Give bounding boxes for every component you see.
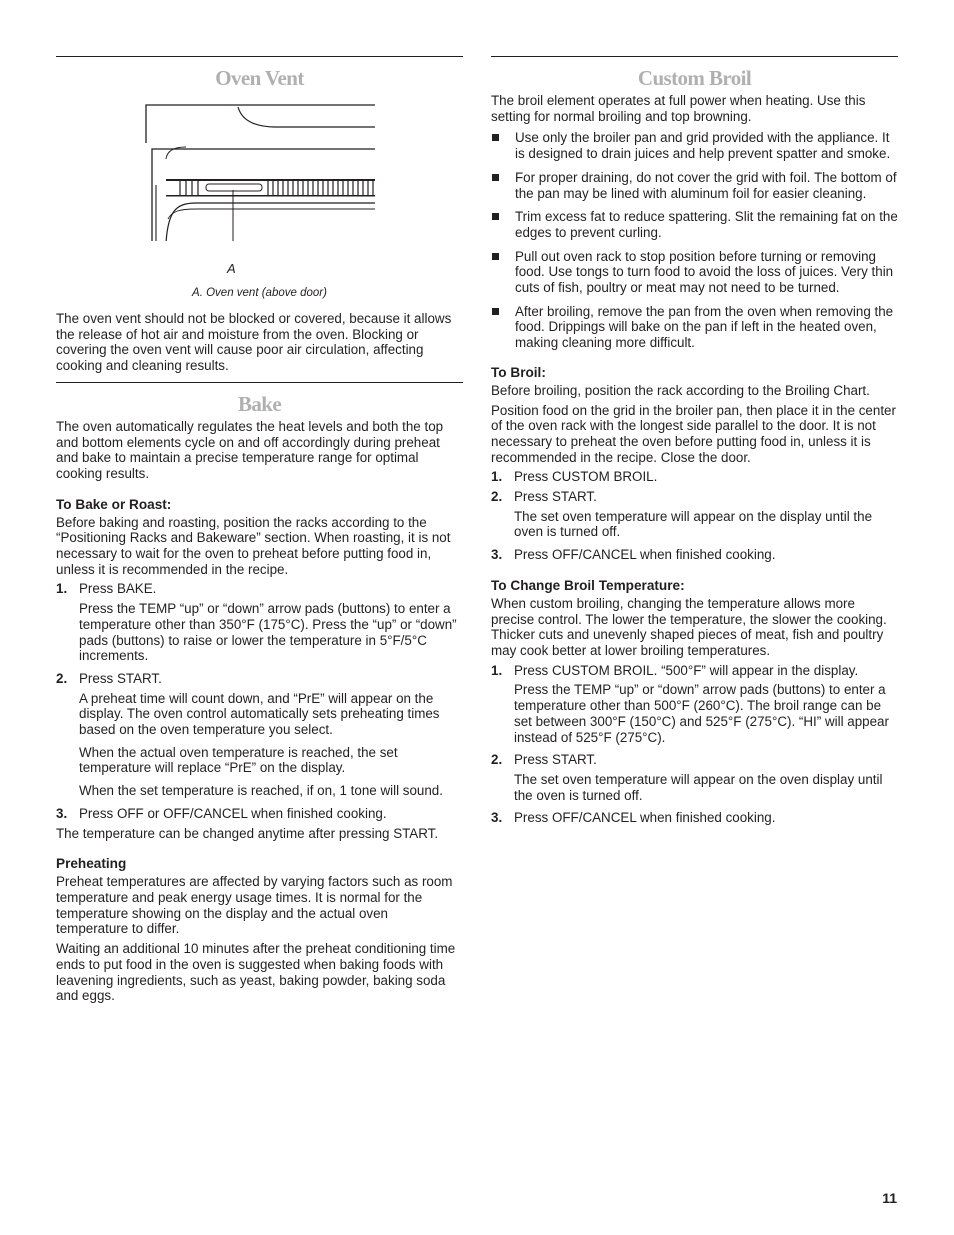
square-bullet-icon [492, 253, 499, 260]
change-step [491, 752, 898, 768]
step-text: Press START. [79, 670, 162, 686]
square-bullet-icon [492, 134, 499, 141]
bake-step [56, 806, 463, 822]
bullet-item [491, 249, 898, 296]
bake-step [56, 671, 463, 687]
step-detail: A preheat time will count down, and “PrE” will appear on the display. The oven control automatically sets preheating times based on the oven temperature you select. [79, 690, 440, 738]
bullet-item [491, 304, 898, 351]
bullet-text: Use only the broiler pan and grid provided with the appliance. It is designed to drain juices and help prevent spatter and smoke. [515, 130, 891, 162]
step-detail: The set oven temperature will appear on the oven display until the oven is turned off. [514, 771, 883, 803]
bullet-item [491, 209, 898, 240]
change-step [491, 810, 898, 826]
step-detail: The set oven temperature will appear on the display until the oven is turned off. [514, 508, 873, 540]
step-number: 1. [491, 662, 503, 678]
step-number: 3. [56, 805, 68, 821]
bake-after-steps: The temperature can be changed anytime after pressing START. [56, 825, 439, 841]
bullet-text: For proper draining, do not cover the grid with foil. The bottom of the pan may be lined with aluminum foil for easier cleaning. [515, 169, 897, 201]
step-detail: When the actual oven temperature is reached, the set temperature will replace “PrE” on the display. [79, 744, 398, 776]
bake-step [56, 581, 463, 597]
step-text: Press OFF/CANCEL when finished cooking. [514, 547, 776, 563]
section-divider [56, 56, 463, 57]
custom-broil-title: Custom Broil [637, 66, 752, 90]
step-number: 2. [56, 670, 68, 686]
square-bullet-icon [492, 213, 499, 220]
bake-intro: The oven automatically regulates the heat levels and both the top and bottom elements cycle on and off accordingly during preheat and bake to maintain a precise temperature range for optimal cooking results. [56, 418, 444, 481]
step-number: 3. [491, 547, 503, 563]
right-column [491, 56, 898, 830]
preheating-p1: Preheat temperatures are affected by varying factors such as room temperature and peak energy usage times. It is normal for the temperature showing on the display and the actual oven temperature to differ. [56, 874, 453, 937]
step-number: 2. [491, 489, 503, 505]
broil-step [491, 547, 898, 563]
bullet-item [491, 130, 898, 161]
page-number: 11 [882, 1190, 897, 1206]
step-text: Press START. [514, 489, 597, 505]
change-broil-heading: To Change Broil Temperature: [491, 577, 685, 593]
oven-vent-illustration [56, 93, 463, 241]
step-text: Press OFF/CANCEL when finished cooking. [514, 810, 776, 826]
broil-p1: Before broiling, position the rack according to the Broiling Chart. [491, 382, 870, 398]
step-text: Press OFF or OFF/CANCEL when finished cooking. [79, 805, 387, 821]
section-divider [56, 382, 463, 383]
left-column [56, 56, 463, 1008]
bake-roast-heading: To Bake or Roast: [56, 496, 172, 512]
figure-caption: A. Oven vent (above door) [192, 287, 327, 299]
square-bullet-icon [492, 174, 499, 181]
bullet-text: Pull out oven rack to stop position before turning or removing food. Use tongs to turn food to avoid the loss of juices. Very thin cuts of fish, poultry or meat may not need to be turned. [515, 248, 894, 296]
step-text: Press BAKE. [79, 581, 157, 597]
step-text: Press CUSTOM BROIL. [514, 469, 658, 485]
broil-step [491, 469, 898, 485]
figure-label-a: A [227, 261, 236, 276]
bullet-text: After broiling, remove the pan from the oven when removing the food. Drippings will bake on the pan if left in the heated oven, making cleaning more difficult. [515, 303, 894, 351]
step-detail: Press the TEMP “up” or “down” arrow pads (buttons) to enter a temperature other than 350°F (175°C). Press the “up” or “down” pads (buttons) to raise or lower the temperature in 5°F/5°C increments. [79, 601, 457, 664]
bullet-item [491, 170, 898, 201]
step-number: 2. [491, 752, 503, 768]
vent-slots [180, 181, 373, 195]
preheating-heading: Preheating [56, 856, 127, 872]
step-text: Press CUSTOM BROIL. “500°F” will appear in the display. [514, 662, 859, 678]
square-bullet-icon [492, 308, 499, 315]
oven-vent-body: The oven vent should not be blocked or covered, because it allows the release of hot air and moisture from the oven. Blocking or covering the oven vent will cause poor air circulation, affecting cooking and cleaning results. [56, 311, 452, 374]
change-step [491, 663, 898, 679]
oven-vent-figure [56, 93, 463, 276]
oven-vent-title: Oven Vent [215, 66, 304, 90]
broil-step [491, 489, 898, 505]
change-broil-intro: When custom broiling, changing the temperature allows more precise control. The lower the temperature, the slower the cooking. Thicker cuts and unevenly shaped pieces of meat, fish and poultry may cook better at lower broiling temperatures. [491, 595, 887, 658]
broil-heading: To Broil: [491, 364, 546, 380]
step-number: 1. [56, 581, 68, 597]
bullet-text: Trim excess fat to reduce spattering. Slit the remaining fat on the edges to prevent curling. [515, 209, 898, 240]
bake-title: Bake [237, 391, 282, 416]
step-number: 3. [491, 810, 503, 826]
step-detail: Press the TEMP “up” or “down” arrow pads (buttons) to enter a temperature other than 500°F (260°C). The broil range can be set between 300°F (150°C) and 525°F (275°C). “HI” will appear instead of 525°F (275°C). [514, 682, 889, 745]
bake-roast-intro: Before baking and roasting, position the racks according to the “Positioning Racks and Bakeware” section. When roasting, it is not necessary to wait for the oven to preheat before putting food in, unless it is recommended in the recipe. [56, 514, 451, 577]
step-detail: When the set temperature is reached, if on, 1 tone will sound. [79, 783, 443, 799]
section-divider [491, 56, 898, 57]
broil-p2: Position food on the grid in the broiler pan, then place it in the center of the oven rack with the longest side parallel to the door. It is not necessary to preheat the oven before putting food in, unless it is recommended in the recipe. Close the door. [491, 402, 896, 465]
custom-broil-intro: The broil element operates at full power when heating. Use this setting for normal broiling and top browning. [491, 93, 866, 124]
step-number: 1. [491, 469, 503, 485]
step-text: Press START. [514, 752, 597, 768]
preheating-p2: Waiting an additional 10 minutes after the preheat conditioning time ends to put food in the oven is suggested when baking foods with leavening ingredients, such as yeast, baking powder, baking soda and eggs. [56, 941, 456, 1004]
